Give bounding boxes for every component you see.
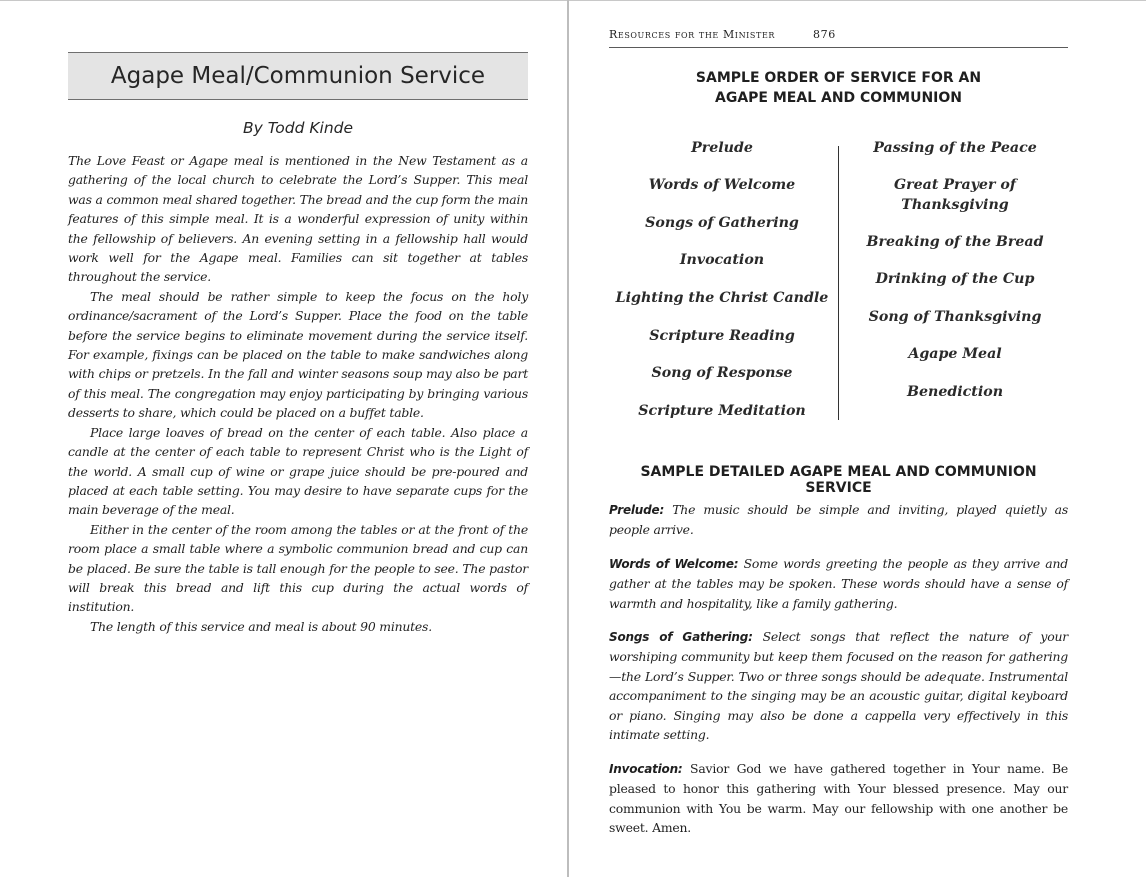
order-item: Agape Meal bbox=[908, 346, 1002, 362]
order-item: Songs of Gathering bbox=[645, 215, 799, 231]
order-column-left bbox=[609, 136, 835, 421]
order-item: Invocation bbox=[679, 252, 765, 268]
paragraph-intro: The Love Feast or Agape meal is mentioned in the New Testament as a gathering of the local church to celebrate the Lord’s Supper. This meal was a common meal shared together. The bread and the cup form the main features of this simple meal. It is a wonderful expression of unity within the fellowship of believers. An evening setting in a fellowship hall would work well for the Agape meal. Families can sit together at tables throughout the service. bbox=[68, 153, 528, 285]
entry-label: Words of Welcome: bbox=[609, 557, 739, 571]
order-item: Words of Welcome bbox=[648, 177, 796, 193]
order-column-divider bbox=[838, 146, 839, 420]
order-item: Song of Thanksgiving bbox=[868, 309, 1042, 325]
order-item: Breaking of the Bread bbox=[866, 234, 1044, 250]
entry-text: Select songs that reflect the nature of your worshiping community but keep them focused on the reason for gathering—the Lord’s Supper. Two or three songs should be adequate. Instrumental accompaniment to the singing may be an acoustic guitar, digital keyboard or piano. Singing may also be done a cappella very effectively in this intimate setting. bbox=[609, 629, 1068, 743]
entry-label: Invocation: bbox=[609, 762, 683, 776]
paragraph-bread: Place large loaves of bread on the center of each table. Also place a candle at the center of each table to represent Christ who is the Light of the world. A small cup of wine or grape juice should be pre-poured and placed at each table setting. You may desire to have separate cups for the main beverage of the meal. bbox=[68, 424, 528, 518]
order-of-service-heading bbox=[609, 68, 1068, 108]
order-heading-line-2: AGAPE MEAL AND COMMUNION bbox=[715, 90, 962, 106]
author-byline: By Todd Kinde bbox=[242, 119, 354, 137]
paragraph-meal: The meal should be rather simple to keep the focus on the holy ordinance/sacrament of the Lord’s Supper. Place the food on the table before the service begins to eliminate movement during the service itself. For example, fixings can be placed on the table to make sandwiches along with chips or pretzels. In the fall and winter seasons soup may also be part of this meal. The congregation may enjoy participating by bringing various desserts to share, which could be placed on a buffet table. bbox=[68, 288, 528, 421]
order-item: Lighting the Christ Candle bbox=[615, 290, 829, 306]
left-page bbox=[68, 52, 528, 636]
page-top-border bbox=[0, 0, 1146, 1]
entry-text: Savior God we have gathered together in Your name. Be pleased to honor this gathering with Your blessed presence. May our communion with You be warm. May our fellowship with one another be sweet. Amen. bbox=[609, 761, 1068, 836]
entry-text: Some words greeting the people as they arrive and gather at the tables may be spoken. These words should have a sense of warmth and hospitality, like a family gathering. bbox=[609, 556, 1068, 611]
order-item: Scripture Reading bbox=[649, 328, 795, 344]
order-item: Prelude bbox=[691, 140, 753, 156]
book-gutter bbox=[567, 0, 569, 877]
order-column-right bbox=[842, 136, 1068, 402]
order-item: Scripture Meditation bbox=[638, 403, 806, 419]
running-head-title: Resources for the Minister bbox=[609, 28, 776, 41]
article-body bbox=[68, 151, 528, 636]
article-title: Agape Meal/Communion Service bbox=[68, 52, 528, 100]
order-heading-line-1: SAMPLE ORDER OF SERVICE FOR AN bbox=[695, 70, 982, 86]
detailed-service-heading: SAMPLE DETAILED AGAPE MEAL AND COMMUNION SERVICE bbox=[640, 464, 1037, 496]
page-number: 876 bbox=[813, 28, 836, 41]
paragraph-communion-table: Either in the center of the room among the tables or at the front of the room place a small table where a symbolic communion bread and cup can be placed. Be sure the table is tall enough for the people to see. The pastor will break this bread and lift this cup during the actual words of institution. bbox=[68, 521, 528, 615]
running-head bbox=[609, 28, 1068, 48]
entry-songs-of-gathering bbox=[609, 627, 1068, 744]
entry-words-of-welcome bbox=[609, 554, 1068, 613]
entry-label: Prelude: bbox=[609, 503, 665, 517]
order-item: Passing of the Peace bbox=[873, 140, 1037, 156]
entry-prelude bbox=[609, 500, 1068, 540]
entry-text: The music should be simple and inviting, played quietly as people arrive. bbox=[609, 502, 1068, 538]
entry-label: Songs of Gathering: bbox=[609, 630, 753, 644]
order-item: Great Prayer of Thanksgiving bbox=[894, 177, 1016, 213]
order-item: Song of Response bbox=[651, 365, 793, 381]
paragraph-length: The length of this service and meal is about 90 minutes. bbox=[90, 618, 432, 634]
entry-invocation bbox=[609, 759, 1068, 838]
order-item: Drinking of the Cup bbox=[875, 271, 1035, 287]
order-item: Benediction bbox=[906, 384, 1004, 400]
